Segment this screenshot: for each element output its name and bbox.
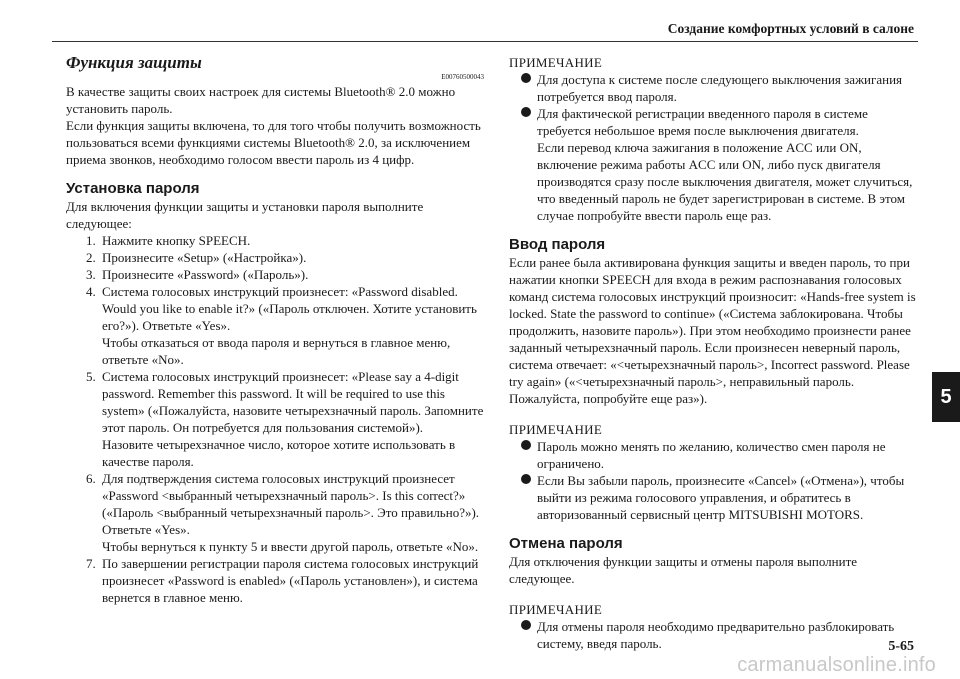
setup-steps-list (66, 232, 484, 606)
list-item: 2. Произнесите «Setup» («Настройка»). (86, 250, 307, 265)
note-label: ПРИМЕЧАНИЕ (509, 422, 603, 437)
section-title: Функция защиты (66, 53, 202, 72)
page-number: 5-65 (888, 639, 914, 654)
list-item: 3. Произнесите «Password» («Пароль»). (86, 267, 309, 282)
bullet-icon (521, 474, 531, 484)
setup-intro: Для включения функции защиты и установки пароля выполните следующее: (66, 199, 424, 231)
note-list (509, 71, 919, 224)
intro-paragraph: В качестве защиты своих настроек для системы Bluetooth® 2.0 можно установить пароль. Если функция защиты включена, то для того чтобы получить возможность пользоваться всеми функциями системы Bluetooth® 2.0, за исключением приема звонков, необходимо голосом ввести пароль из 4 цифр. (66, 84, 481, 167)
note-label: ПРИМЕЧАНИЕ (509, 55, 603, 70)
running-header: Создание комфортных условий в салоне (667, 21, 914, 36)
note-label: ПРИМЕЧАНИЕ (509, 602, 603, 617)
bullet-icon (521, 107, 531, 117)
list-item: 4. Система голосовых инструкций произнесет: «Password disabled. Would you like to enable it?» («Пароль отключен. Хотите установить его?»). Ответьте «Yes». Чтобы отказаться от ввода пароля и вернуться в главное меню, ответьте «No». (86, 284, 477, 367)
right-column (509, 54, 919, 652)
bullet-icon (521, 620, 531, 630)
document-code: E00760500043 (441, 73, 484, 81)
list-item: Для фактической регистрации введенного пароля в системе требуется небольшое время после выключения двигателя. Если перевод ключа зажигания в положение ACC или ON, включение режима работы ACC или ON, либо пуск двигателя производятся сразу после выключения двигателя, может случиться, что введенный пароль не будет зарегистрирован в системе. В этом случае попробуйте ввести пароль еще раз. (521, 105, 919, 224)
left-column (66, 54, 484, 606)
chapter-tab: 5 (932, 372, 960, 422)
header-divider (52, 41, 918, 42)
bullet-icon (521, 440, 531, 450)
cancel-password-text: Для отключения функции защиты и отмены пароля выполните следующее. (509, 554, 858, 586)
list-item: 5. Система голосовых инструкций произнесет: «Please say a 4-digit password. Remember this password. It will be required to use this system» («Пожалуйста, назовите четырехзначный пароль. Запомните этот пароль. Он потребуется для пользования системой»). Назовите четырехзначное число, которое хотите использовать в качестве пароля. (86, 369, 484, 469)
note-list (509, 438, 919, 523)
list-item: 6. Для подтверждения система голосовых инструкций произнесет «Password <выбранный четырехзначный пароль>. Is this correct?» («Пароль <выбранный четырехзначный пароль>. Это правильно?»). Ответьте «Yes». Чтобы вернуться к пункту 5 и ввести другой пароль, ответьте «No». (86, 471, 480, 554)
cancel-password-title: Отмена пароля (509, 535, 623, 552)
list-item: Для доступа к системе после следующего выключения зажигания потребуется ввод пароля. (521, 71, 919, 105)
list-item: Пароль можно менять по желанию, количество смен пароля не ограничено. (521, 438, 919, 472)
setup-password-title: Установка пароля (66, 180, 200, 197)
note-list (509, 618, 919, 652)
list-item: Если Вы забыли пароль, произнесите «Cancel» («Отмена»), чтобы выйти из режима голосового управления, и обратитесь в авторизованный сервисный центр MITSUBISHI MOTORS. (521, 472, 919, 523)
list-item: 1. Нажмите кнопку SPEECH. (86, 233, 251, 248)
bullet-icon (521, 73, 531, 83)
enter-password-title: Ввод пароля (509, 236, 606, 253)
enter-password-text: Если ранее была активирована функция защиты и введен пароль, то при нажатии кнопки SPEECH для входа в режим распознавания голосовых команд система голосовых инструкций произносит: «Hands-free system is locked. State the password to continue» («Система заблокирована. Чтобы продолжить, назовите пароль»). При этом необходимо произнести ранее заданный четырехзначный пароль. Если произнесен неверный пароль, система отвечает: «<четырехзначный пароль>, Incorrect password. Please try again» («<четырехзначный пароль>, неправильный пароль. Пожалуйста, попробуйте еще раз»). (509, 255, 916, 406)
list-item: Для отмены пароля необходимо предварительно разблокировать систему, введя пароль. (521, 618, 919, 652)
list-item: 7. По завершении регистрации пароля система голосовых инструкций произнесет «Password is enabled» («Пароль установлен»), и система вернется в главное меню. (86, 556, 479, 605)
watermark: carmanualsonline.info (737, 654, 936, 676)
